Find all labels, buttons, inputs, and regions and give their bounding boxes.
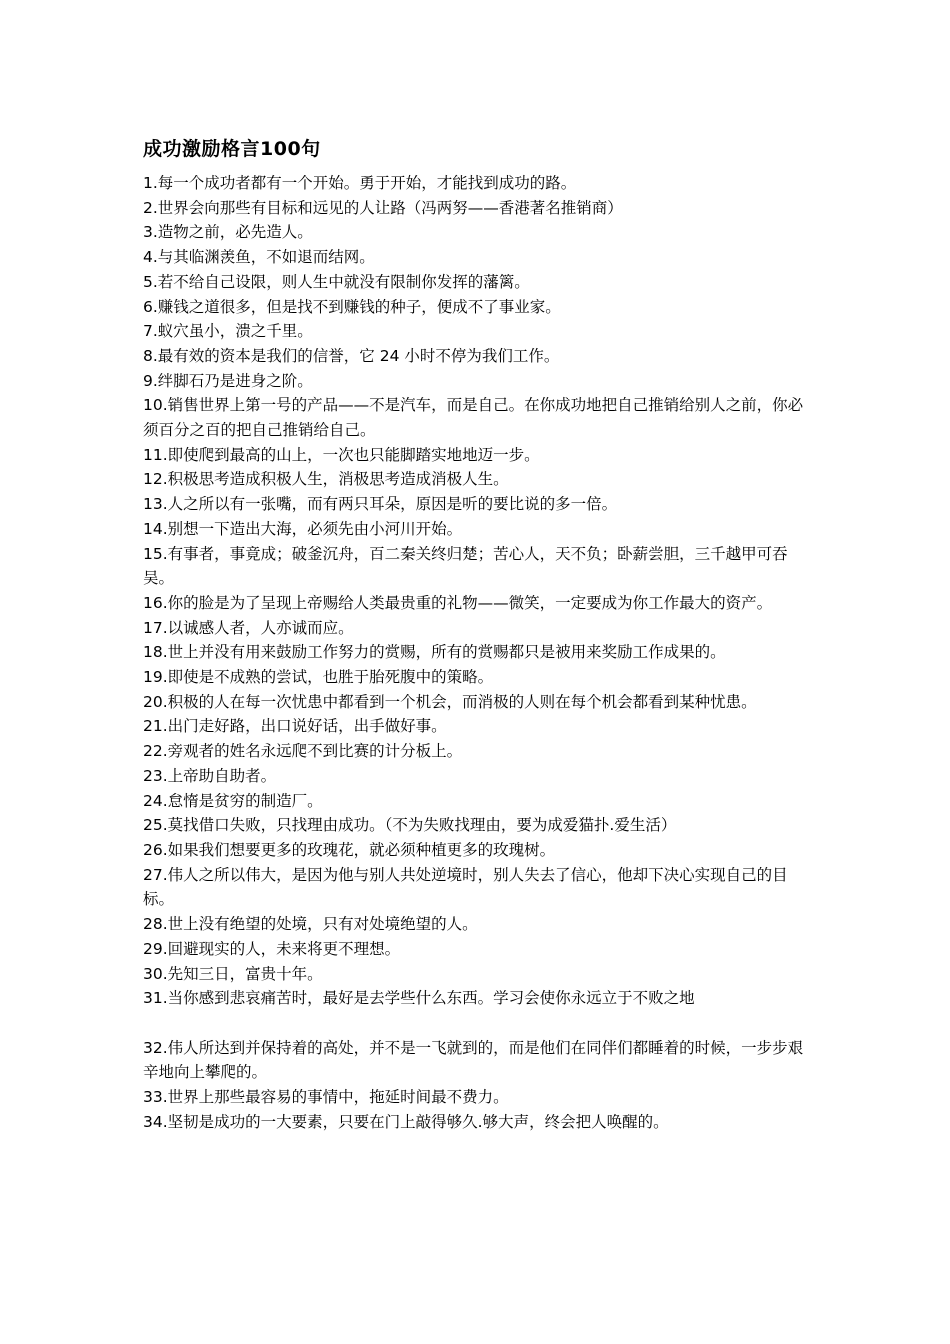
quote-item: 20.积极的人在每一次忧患中都看到一个机会，而消极的人则在每个机会都看到某种忧患。	[143, 692, 757, 711]
quote-item: 5.若不给自己设限，则人生中就没有限制你发挥的藩篱。	[143, 272, 530, 291]
quote-item: 1.每一个成功者都有一个开始。勇于开始，才能找到成功的路。	[143, 174, 577, 192]
quote-item: 13.人之所以有一张嘴，而有两只耳朵，原因是听的要比说的多一倍。	[143, 495, 618, 514]
quote-item: 33.世界上那些最容易的事情中，拖延时间最不费力。	[143, 1088, 509, 1106]
quote-item: 10.销售世界上第一号的产品——不是汽车，而是自己。在你成功地把自己推销给别人之前，你必须百分之百的把自己推销给自己。	[143, 396, 804, 440]
quote-item: 31.当你感到悲哀痛苦时，最好是去学些什么东西。学习会使你永远立于不败之地	[143, 989, 695, 1008]
quote-item: 14.别想一下造出大海，必须先由小河川开始。	[143, 519, 463, 538]
quote-item: 15.有事者，事竟成；破釜沉舟，百二秦关终归楚；苦心人，天不负；卧薪尝胆，三千越甲可吞吴。	[143, 544, 788, 588]
quote-item: 27.伟人之所以伟大，是因为他与别人共处逆境时，别人失去了信心，他却下决心实现自己的目标。	[143, 865, 788, 909]
quote-item: 34.坚韧是成功的一大要素，只要在门上敲得够久.够大声，终会把人唤醒的。	[143, 1112, 669, 1131]
quote-item: 16.你的脸是为了呈现上帝赐给人类最贵重的礼物——微笑，一定要成为你工作最大的资产。	[143, 593, 773, 612]
quote-item: 28.世上没有绝望的处境，只有对处境绝望的人。	[143, 915, 478, 934]
document-title: 成功激励格言100句	[143, 138, 321, 160]
quote-item: 23.上帝助自助者。	[143, 766, 277, 785]
quote-item: 30.先知三日，富贵十年。	[143, 964, 323, 983]
quote-item: 22.旁观者的姓名永远爬不到比赛的计分板上。	[143, 742, 463, 761]
quote-item: 17.以诚感人者，人亦诚而应。	[143, 618, 354, 637]
quote-item: 18.世上并没有用来鼓励工作努力的赏赐，所有的赏赐都只是被用来奖励工作成果的。	[143, 643, 726, 662]
quote-item: 19.即使是不成熟的尝试，也胜于胎死腹中的策略。	[143, 668, 494, 687]
quote-item: 25.莫找借口失败，只找理由成功。（不为失败找理由，要为成爱猫扑.爱生活）	[143, 816, 677, 835]
quote-item: 29.回避现实的人，未来将更不理想。	[143, 939, 401, 958]
quote-list	[143, 171, 813, 1134]
quote-item: 11.即使爬到最高的山上，一次也只能脚踏实地地迈一步。	[143, 445, 540, 464]
quote-item: 21.出门走好路，出口说好话，出手做好事。	[143, 717, 447, 736]
quote-item: 32.伟人所达到并保持着的高处，并不是一飞就到的，而是他们在同伴们都睡着的时候，一步步艰辛地向上攀爬的。	[143, 1038, 804, 1082]
document-content	[143, 136, 813, 1134]
quote-item: 3.造物之前，必先造人。	[143, 223, 313, 242]
quote-item: 4.与其临渊羡鱼，不如退而结网。	[143, 248, 375, 267]
quote-item: 2.世界会向那些有目标和远见的人让路（冯两努——香港著名推销商）	[143, 198, 623, 217]
quote-item: 26.如果我们想要更多的玫瑰花，就必须种植更多的玫瑰树。	[143, 840, 556, 859]
quote-item: 7.蚁穴虽小，溃之千里。	[143, 322, 313, 341]
quote-item: 12.积极思考造成积极人生，消极思考造成消极人生。	[143, 470, 509, 489]
quote-item: 6.赚钱之道很多，但是找不到赚钱的种子，便成不了事业家。	[143, 297, 561, 316]
quote-item: 8.最有效的资本是我们的信誉，它 24 小时不停为我们工作。	[143, 346, 560, 365]
quote-item: 9.绊脚石乃是进身之阶。	[143, 371, 313, 390]
quote-item: 24.怠惰是贫穷的制造厂。	[143, 791, 323, 810]
